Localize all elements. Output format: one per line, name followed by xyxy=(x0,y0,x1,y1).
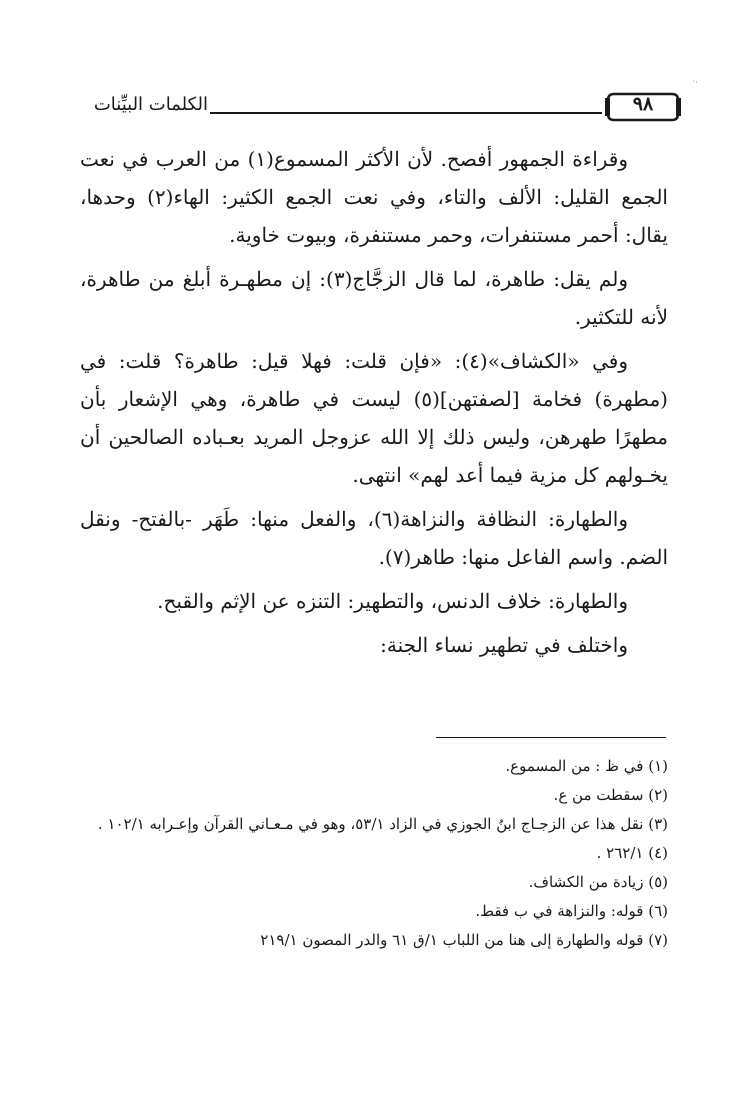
footnote: (٢) سقطت من ع. xyxy=(553,786,668,804)
footnote: (٥) زيادة من الكشاف. xyxy=(528,873,668,891)
header-rule xyxy=(210,112,602,114)
page-number-badge xyxy=(604,90,682,122)
page-number: ٩٨ xyxy=(632,93,654,115)
footnote: (١) في ظ : من المسموع. xyxy=(505,757,668,775)
paragraph: والطهارة: خلاف الدنس، والتطهير: التنزه عن الإثم والقبح. xyxy=(157,589,628,613)
page-header xyxy=(82,88,682,128)
paragraph: والطهارة: النظافة والنزاهة(٦)، والفعل منها: طَهَر -بالفتح- ونقل الضم. واسم الفاعل منها: طاهر(٧). xyxy=(80,507,668,569)
footnote: (٧) قوله والطهارة إلى هنا من اللباب ١/ق ٦١ والدر المصون ٢١٩/١ xyxy=(260,931,668,949)
footnote: (٤) ٢٦٢/١ . xyxy=(596,844,668,862)
scan-speck: ·ˑ xyxy=(692,78,698,88)
footnotes xyxy=(78,752,668,955)
paragraph: وفي «الكشاف»(٤): «فإن قلت: فهلا قيل: طاهرة؟ قلت: في (مطهرة) فخامة [لصفتهن](٥) ليست في طاهرة، وهي الإشعار بأن مطهرًا طهرهن، وليس ذلك إلا الله عزوجل المريد بعـباده الصالحين أن يخـولهم كل مزية فيما أعد لهم» انتهى. xyxy=(80,349,668,487)
paragraph: واختلف في تطهير نساء الجنة: xyxy=(380,633,628,657)
main-text xyxy=(80,140,668,670)
footnote-separator xyxy=(436,737,666,738)
footnote: (٦) قوله: والنزاهة في ب فقط. xyxy=(475,902,668,920)
running-title: الكلمات البيِّنات xyxy=(93,94,208,115)
paragraph: ولم يقل: طاهرة، لما قال الزجَّاج(٣): إن مطهـرة أبلغ من طاهرة، لأنه للتكثير. xyxy=(80,267,668,329)
paragraph: وقراءة الجمهور أفصح. لأن الأكثر المسموع(١) من العرب في نعت الجمع القليل: الألف والتاء، وفي نعت الجمع الكثير: الهاء(٢) وحدها، يقال: أحمر مستنفرات، وحمر مستنفرة، وبيوت خاوية. xyxy=(80,147,668,247)
footnote: (٣) نقل هذا عن الزجـاج ابنُ الجوزي في الزاد ٥٣/١، وهو في مـعـاني القرآن وإعـرابه ١٠٢/١ . xyxy=(97,815,668,833)
